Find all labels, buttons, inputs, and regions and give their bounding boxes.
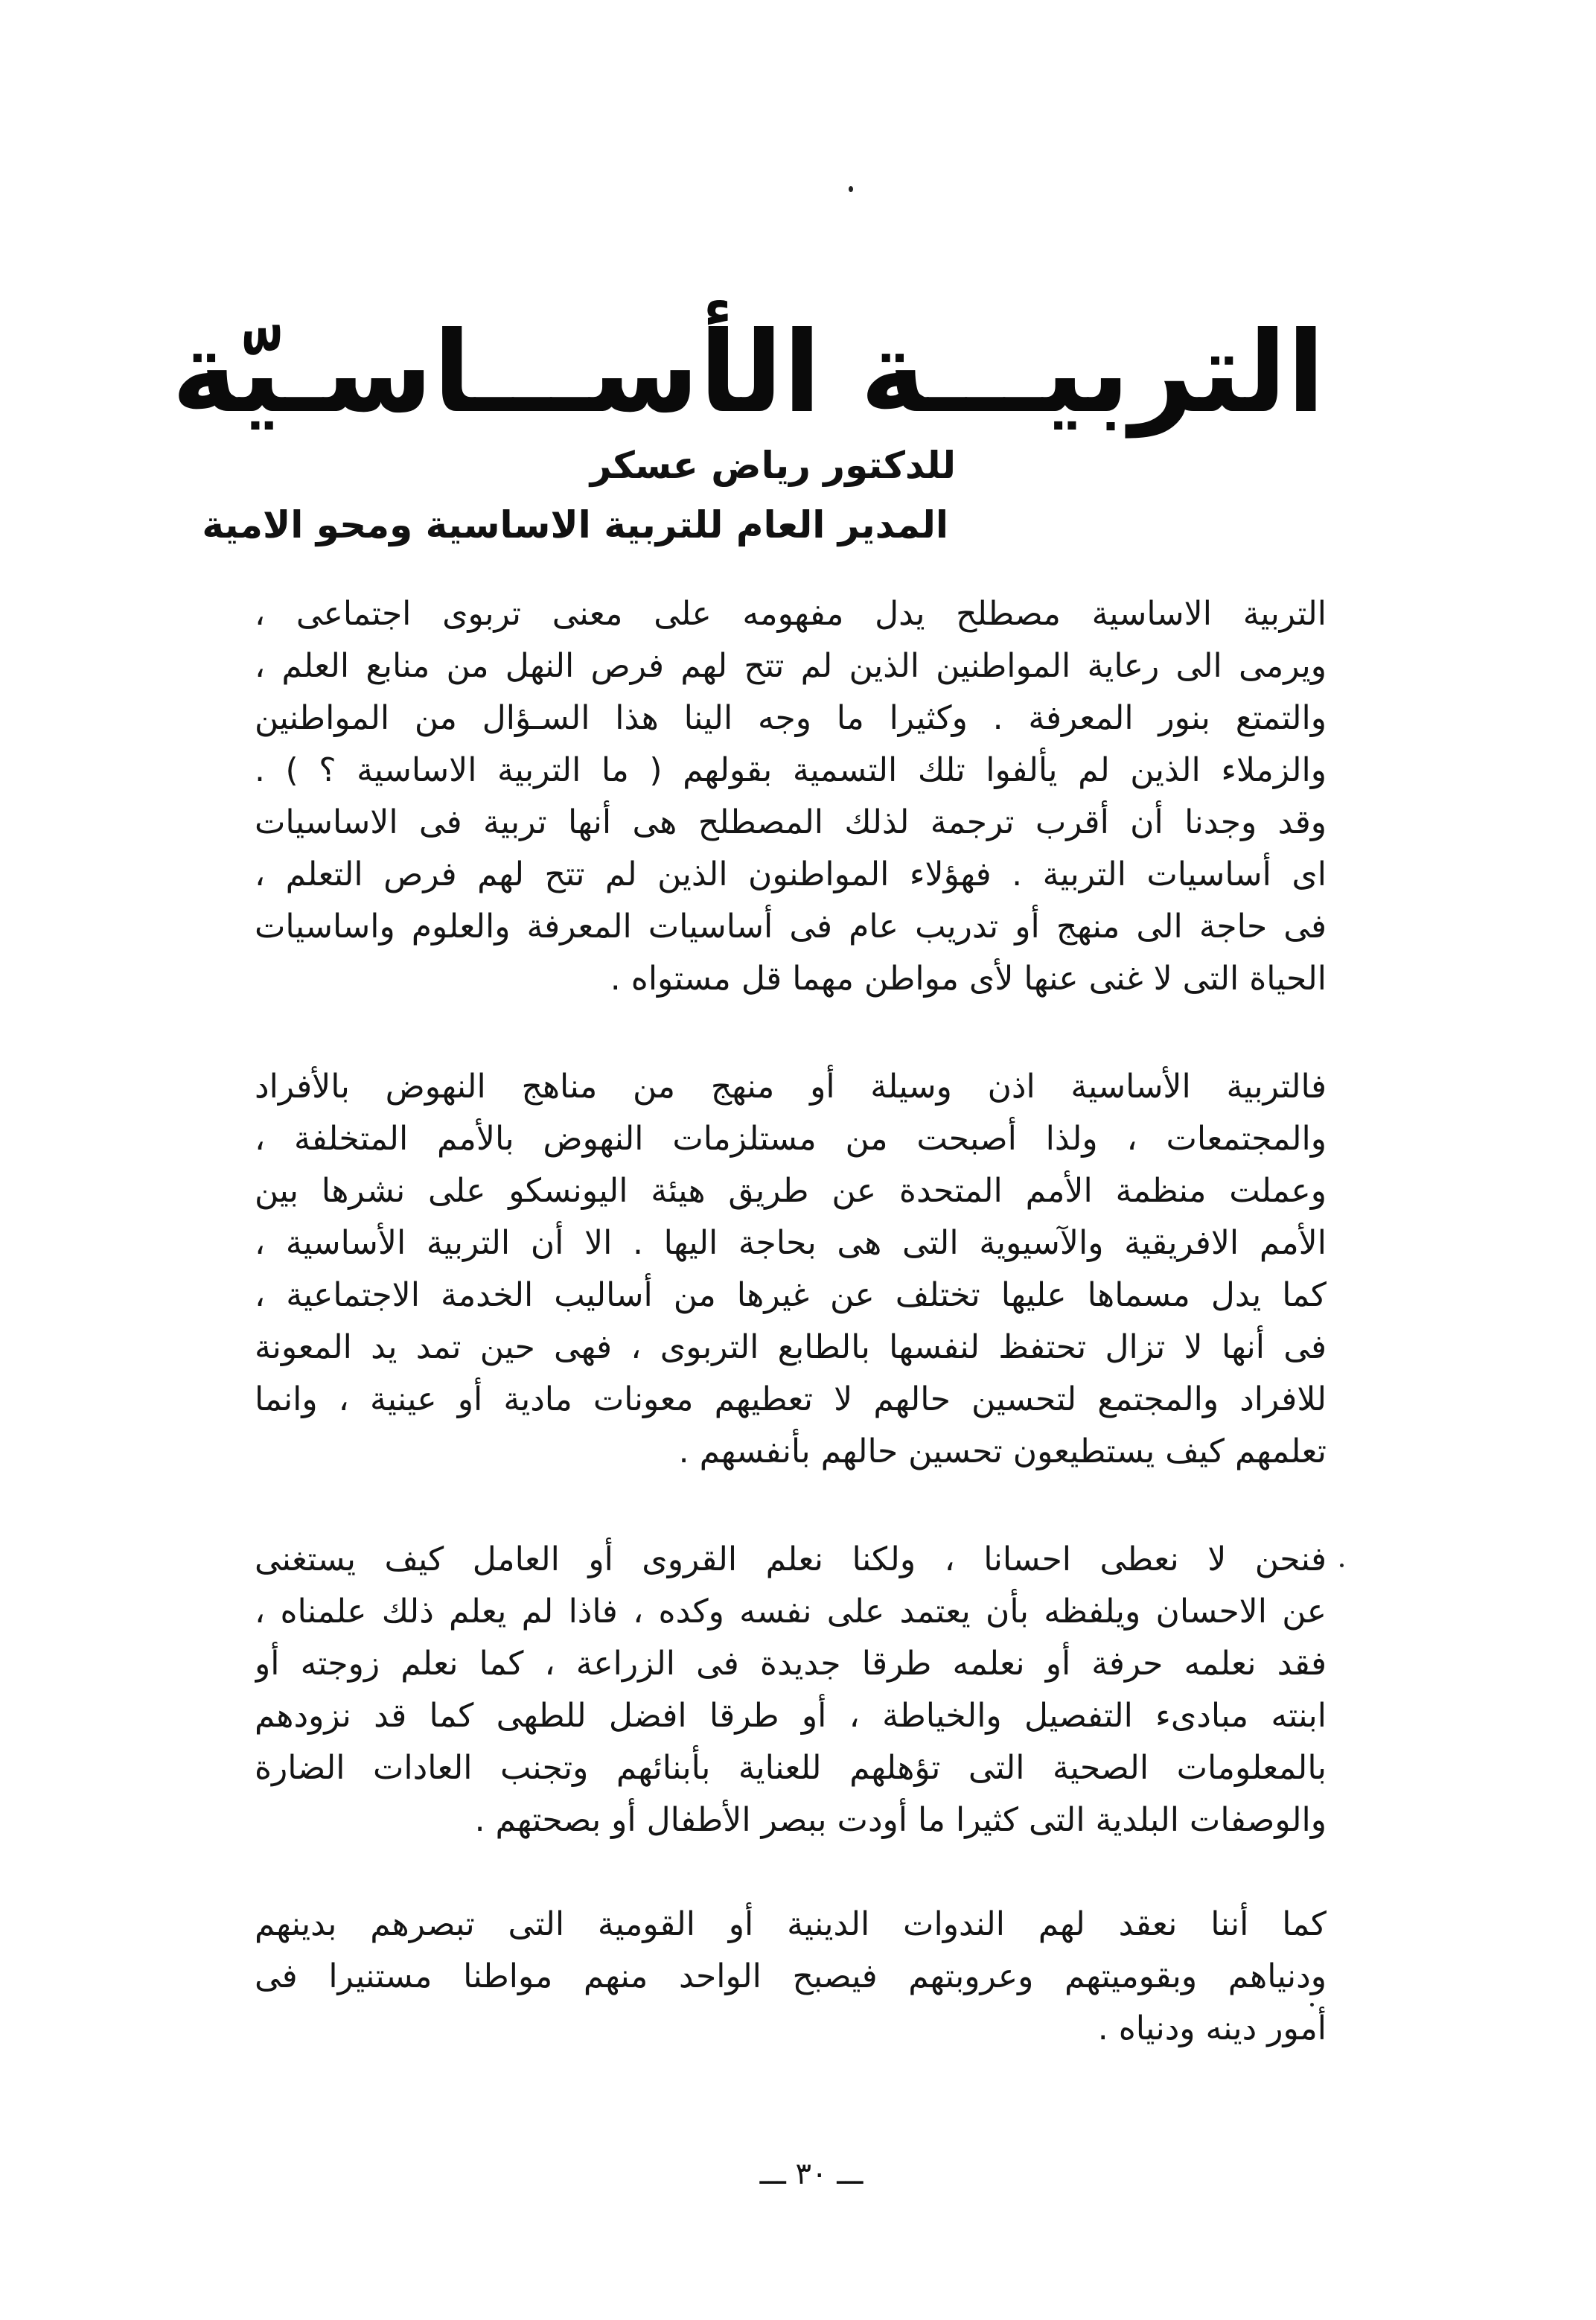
text-line: والتمتع بنور المعرفة . وكثيرا ما وجه الينا هذا السـؤال من المواطنين [255, 699, 1327, 737]
text-line: والزملاء الذين لم يألفوا تلك التسمية بقولهم ( ما التربية الاساسية ؟ ) . [255, 751, 1327, 789]
author-role: المدير العام للتربية الاساسية ومحو الامية [202, 503, 948, 546]
paragraph-1 [255, 588, 1327, 1013]
text-line: والمجتمعات ، ولذا أصبحت من مستلزمات النهوض بالأمم المتخلفة ، [255, 1120, 1327, 1158]
text-line: كما يدل مسماها عليها تختلف عن غيرها من أساليب الخدمة الاجتماعية ، [255, 1276, 1327, 1314]
text-line: للافراد والمجتمع لتحسين حالهم لا تعطيهم معونات مادية أو عينية ، وانما [255, 1380, 1327, 1418]
text-line: والوصفات البلدية التى كثيرا ما أودت ببصر الأطفال أو بصحتهم . [474, 1801, 1327, 1839]
text-line: وعملت منظمة الأمم المتحدة عن طريق هيئة اليونسكو على نشرها بين [255, 1172, 1327, 1210]
text-line: كما أننا نعقد لهم الندوات الدينية أو القومية التى تبصرهم بدينهم [255, 1905, 1327, 1943]
text-line: فقد نعلمه حرفة أو نعلمه طرقا جديدة فى الزراعة ، كما نعلم زوجته أو [255, 1645, 1327, 1683]
paragraph-2 [255, 1061, 1327, 1485]
text-line: عن الاحسان ويلفظه بأن يعتمد على نفسه وكده ، فاذا لم يعلم ذلك علمناه ، [255, 1593, 1327, 1631]
text-line: وقد وجدنا أن أقرب ترجمة لذلك المصطلح هى أنها تربية فى الاساسيات [255, 803, 1327, 841]
text-line: ويرمى الى رعاية المواطنين الذين لم تتح لهم فرص النهل من منابع العلم ، [255, 647, 1327, 685]
text-line: بالمعلومات الصحية التى تؤهلهم للعناية بأبنائهم وتجنب العادات الضارة [255, 1749, 1327, 1787]
paragraph-4 [255, 1899, 1327, 2062]
text-line: فى أنها لا تزال تحتفظ لنفسها بالطابع التربوى ، فهى حين تمد يد المعونة [255, 1328, 1327, 1366]
text-line: التربية الاساسية مصطلح يدل مفهومه على معنى تربوى اجتماعى ، [255, 595, 1327, 633]
text-line: تعلمهم كيف يستطيعون تحسين حالهم بأنفسهم . [678, 1433, 1327, 1470]
text-line: فالتربية الأساسية اذن وسيلة أو منهج من مناهج النهوض بالأفراد [255, 1068, 1327, 1106]
scan-speck [1340, 1564, 1344, 1567]
text-line: ودنياهم وبقوميتهم وعروبتهم فيصبح الواحد منهم مواطنا مستنيرا فى [255, 1957, 1327, 1995]
scan-speck [849, 186, 853, 192]
text-line: أمور دينه ودنياه . [1097, 2010, 1327, 2047]
text-line: ابنته مبادىء التفصيل والخياطة ، أو طرقا افضل للطهى كما قد نزودهم [255, 1697, 1327, 1735]
page-number: ـــ ٣٠ ـــ [759, 2157, 864, 2191]
author-name: للدكتور رياض عسكر [590, 444, 956, 487]
paragraph-3 [255, 1534, 1327, 1854]
text-line: فى حاجة الى منهج أو تدريب عام فى أساسيات المعرفة والعلوم واساسيات [255, 908, 1327, 946]
article-title: التربيـــة الأســـاسـيّة [171, 307, 1325, 438]
text-line: الحياة التى لا غنى عنها لأى مواطن مهما قل مستواه . [610, 960, 1327, 998]
text-line: اى أساسيات التربية . فهؤلاء المواطنون الذين لم تتح لهم فرص التعلم ، [255, 855, 1327, 893]
text-line: الأمم الافريقية والآسيوية التى هى بحاجة اليها . الا أن التربية الأساسية ، [255, 1224, 1327, 1262]
text-line: فنحن لا نعطى احسانا ، ولكنا نعلم القروى أو العامل كيف يستغنى [255, 1540, 1327, 1578]
